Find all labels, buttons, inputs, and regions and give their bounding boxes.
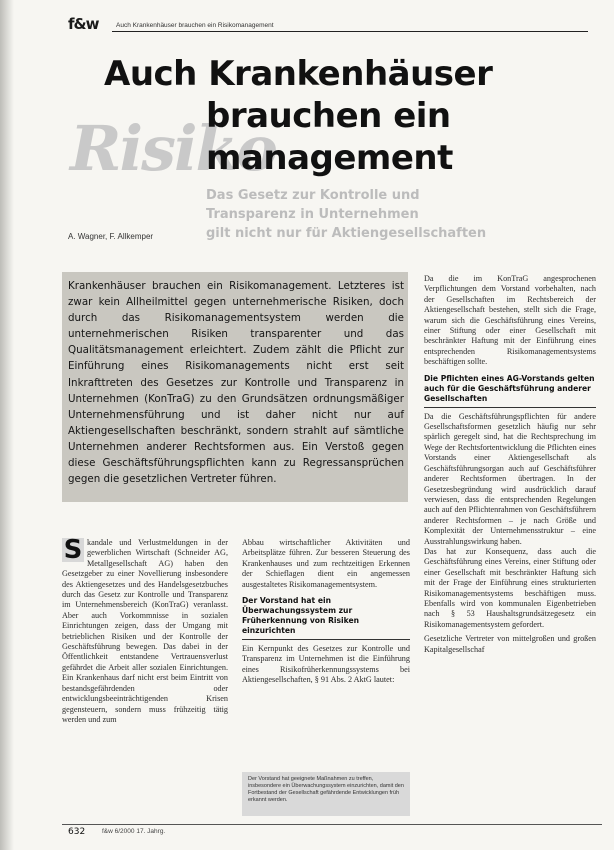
lead-paragraph: Krankenhäuser brauchen ein Risikomanagement. Letzteres ist zwar kein Allheilmittel gegen unternehmerische Risiken, doch durch das Risikomanagementsystem werden die unternehmerischen Risiken transparenter und das Qualitätsmanagement erleichtert. Zudem zählt die Pflicht zur Einführung eines Risikomanagements nicht erst seit Inkrafttreten des Gesetzes zur Kontrolle und Transparenz in Unternehmen (KonTraG) zu den Grundsätzen ordnungsmäßiger Unternehmensführung und ist daher nicht nur auf Aktiengesellschaften beschränkt, sondern strahlt auf sämtliche Unternehmen anderer Rechtsformen aus. Ein Verstoß gegen diese Geschäftsführungspflichten kann zu Regressansprüchen gegen die gesetzlichen Vertreter führen.: [68, 280, 404, 486]
column-3-paragraph-2: Da die Geschäftsführungspflichten für andere Gesellschaftsformen gesetzlich häufig nur sehr spärlich geregelt sind, hat die Rechtsprechung im Wege der Rechtsfortentwicklung die Pflichten eines Vorstands einer Aktiengesellschaft als Geschäftsführungsorgan auch auf Geschäftsführer anderer Rechtsformen übertragen. In der Gesetzesbegründung wird ausdrücklich darauf verwiesen, dass die entsprechenden Regelungen auch auf den Pflichtenrahmen von Geschäftsführern anderer Rechtsformen – je nach Größe und Komplexität der Unternehmensstruktur – eine Ausstrahlungswirkung haben.: [424, 411, 596, 546]
column-2: [242, 538, 410, 686]
footer-text: f&w 6/2000 17. Jahrg.: [102, 828, 166, 835]
column-3-paragraph-1: Da die im KonTraG angesprochenen Verpflichtungen dem Vorstand vorbehalten, nach der Gesellschaften im Rechtsbereich der Aktiengesellschaft bestehen, stellt sich die Frage, warum sich die Geschäftsführung eines Vereins, einer Stiftung oder einer Gesellschaft mit beschränkter Haftung mit der Einführung eines entsprechenden Risikomanagementsystems beschäftigen sollte.: [424, 274, 596, 367]
column-2-paragraph-1: Abbau wirtschaftlicher Aktivitäten und Arbeitsplätze führen. Zur besseren Steuerung des Krankenhauses und zum rechtzeitigen Erkennen der Schieflagen dient ein angemessen ausgestaltetes Risikomanagementsystem.: [242, 538, 410, 589]
running-header: [68, 15, 588, 33]
drop-cap: S: [63, 538, 83, 565]
column-3-paragraph-3: Das hat zur Konsequenz, dass auch die Geschäftsführung eines Vereins, einer Stiftung oder einer Gesellschaft mit beschränkter Haftung sich mit der Frage der Einführung eines strukturierten Risikomanagementsystems beschäftigen muss. Ebenfalls wird von kommunalen Eigenbetrieben nach § 53 Haushaltsgrundsätzegesetz ein Risikomanagementsystem gefordert.: [424, 546, 596, 629]
column-1: [62, 538, 228, 816]
column-3: [424, 274, 596, 655]
authors: A. Wagner, F. Allkemper: [68, 232, 154, 241]
quote-text: Der Vorstand hat geeignete Maßnahmen zu treffen, insbesondere ein Überwachungssystem einzurichten, damit den Fortbestand der Gesellschaft gefährdende Entwicklungen früh erkannt werden.: [248, 776, 404, 803]
page-footer: [62, 824, 602, 839]
title-line-2: brauchen ein: [206, 96, 451, 136]
subtitle-line-2: Transparenz in Unternehmen: [206, 207, 419, 222]
title-line-1: Auch Krankenhäuser: [104, 54, 493, 94]
scan-shadow: [0, 0, 14, 850]
page-number: 632: [68, 827, 86, 837]
subtitle: [206, 186, 506, 243]
column-3-subheading: Die Pflichten eines AG-Vorstands gelten auch für die Geschäftsführung anderer Gesellschaften: [424, 374, 596, 408]
subtitle-line-3: gilt nicht nur für Aktiengesellschaften: [206, 226, 487, 241]
column-3-paragraph-4: Gesetzliche Vertreter von mittelgroßen und großen Kapitalgesellschaf: [424, 634, 596, 654]
running-title: Auch Krankenhäuser brauchen ein Risikomanagement: [116, 22, 274, 29]
title-watermark: Risiko: [70, 112, 276, 185]
subtitle-line-1: Das Gesetz zur Kontrolle und: [206, 188, 420, 203]
journal-logo: f&w: [68, 15, 99, 33]
column-2-paragraph-2: Ein Kernpunkt des Gesetzes zur Kontrolle und Transparenz im Unternehmen ist die Einführung eines Risikofrüherkennungssystems bei Aktiengesellschaften, § 91 Abs. 2 AktG lautet:: [242, 644, 410, 685]
column-2-subheading: Der Vorstand hat ein Überwachungssystem zur Früherkennung von Risiken einzurichten: [242, 596, 410, 640]
title-line-3: management: [206, 138, 453, 178]
column-1-text: kandale und Verlustmeldungen in der gewerblichen Wirtschaft (Schneider AG, Metallgesellschaft AG) haben den Gesetzgeber zu einer Novellierung insbesondere des Aktiengesetzes und des Handelsgesetzbuches durch das Gesetz zur Kontrolle und Transparenz im Unternehmensbereich (KonTraG) veranlasst. Aber auch Vorkommnisse in sozialen Einrichtungen zeigen, dass der Umgang mit betrieblichen Risiken und der Kontrolle der Geschäftsführung bewegen. Das dabei in der Öffentlichkeit entstandene Vertrauensverlust gefährdet die Arbeit aller sozialen Einrichtungen. Ein Krankenhaus darf nicht erst beim Eintritt von bestandsgefährdenden oder entwicklungsbeeinträchtigenden Krisen gegensteuern, sondern muss frühzeitig tätig werden und zum: [62, 538, 228, 724]
